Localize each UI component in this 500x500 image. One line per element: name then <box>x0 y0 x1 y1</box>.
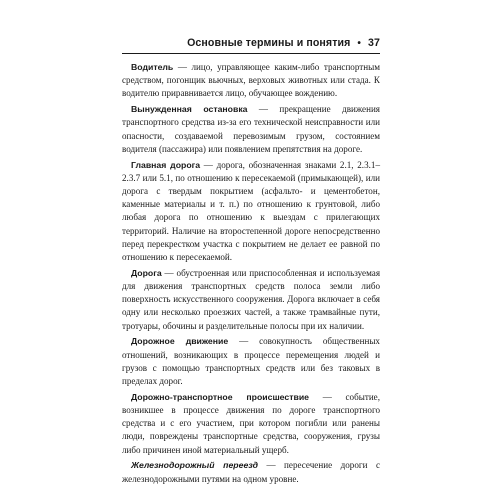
section-title: Основные термины и понятия <box>187 37 351 49</box>
definition-term: Дорожно-транспортное происшествие <box>131 391 310 402</box>
definition-text: — прекращение движения транспортного средства из-за его технической неисправности или опасности, создаваемой перевозимым грузом, состоянием водителя (пассажира) или появлением препятствия на дороге. <box>122 104 380 154</box>
definition-text: — дорога, обозначенная знаками 2.1, 2.3.1–2.3.7 или 5.1, по отношению к пересекаемой (примыкающей), или дорога с твердым покрытием (асфальто- и цементобетон, каменные материалы и т. п.) по отношению к грунтовой, либо любая дорога по отношению к выездам с прилегающих территорий. Наличие на второстепенной дороге непосредственно перед перекрестком участка с покрытием не делает ее равной по отношению к пересекаемой. <box>122 159 380 263</box>
definition-term: Главная дорога <box>131 159 201 170</box>
definition-paragraph <box>122 335 380 388</box>
definition-paragraph <box>122 391 380 457</box>
definition-paragraph <box>122 103 380 156</box>
definition-paragraph <box>122 267 380 333</box>
bullet-separator: • <box>357 37 362 49</box>
definition-term: Дорога <box>131 267 162 278</box>
definition-text: — обустроенная или приспособленная и используемая для движения транспортных средств полоса земли либо поверхность искусственного сооружения. Дорога включает в себя одну или несколько проезжих частей, а также трамвайные пути, тротуары, обочины и разделительные полосы при их наличии. <box>122 267 380 331</box>
definition-paragraph <box>122 459 380 485</box>
body-text <box>122 61 380 488</box>
running-head <box>122 36 380 50</box>
header-rule <box>122 53 380 54</box>
definition-text: — совокупность общественных отношений, возникающих в процессе перемещения людей и грузов с помощью транспортных средств или без таковых в пределах дорог. <box>122 336 380 387</box>
definition-paragraph <box>122 159 380 265</box>
definition-text: — лицо, управляющее каким-либо транспортным средством, погонщик вьючных, верховых животных или стада. К водителю приравнивается лицо, обучающее вождению. <box>122 62 380 99</box>
definition-term: Вынужденная остановка <box>131 104 248 115</box>
definition-paragraph <box>122 61 380 101</box>
definition-text: — событие, возникшее в процессе движения по дороге транспортного средства и с его участием, при котором погибли или ранены люди, повреждены транспортные средства, сооружения, грузы либо причинен иной материальный ущерб. <box>122 391 380 455</box>
definition-term: Железнодорожный переезд <box>131 460 258 471</box>
definition-term: Дорожное движение <box>131 336 229 347</box>
page-number: 37 <box>368 37 380 49</box>
definition-text: — пересечение дороги с железнодорожными путями на одном уровне. <box>122 460 380 484</box>
definition-term: Водитель <box>131 62 174 72</box>
